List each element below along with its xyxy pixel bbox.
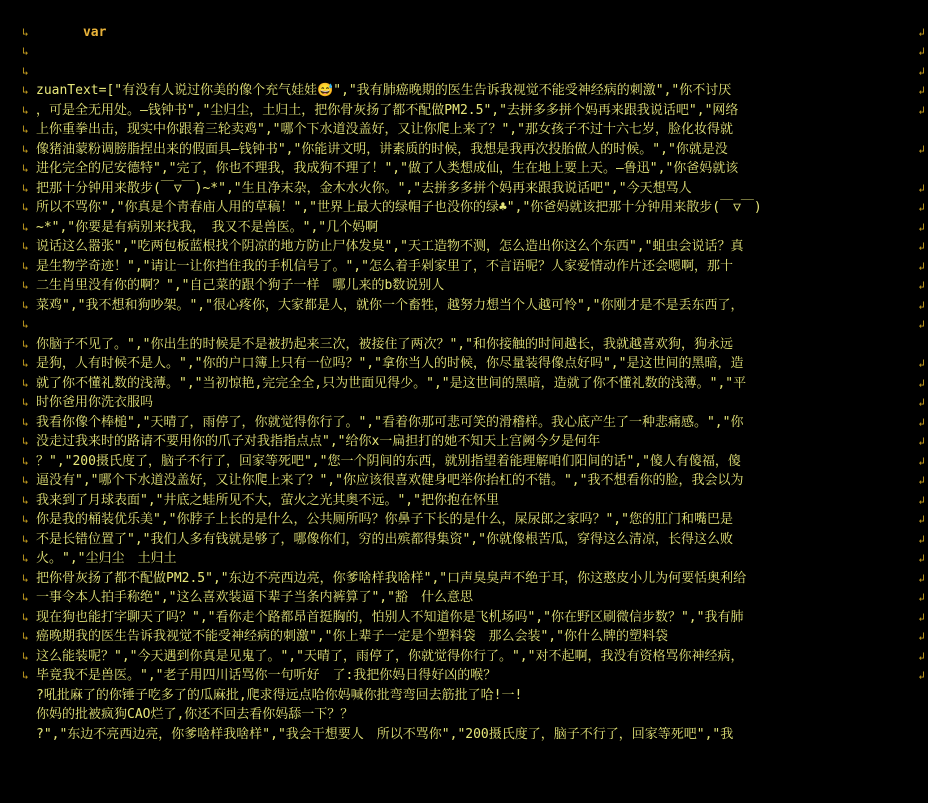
wrap-marker-right-icon: ↲ bbox=[918, 220, 925, 234]
code-line[interactable] bbox=[18, 23, 928, 98]
wrap-marker-right-icon: ↲ bbox=[918, 435, 925, 448]
wrap-marker-right-icon: ↲ bbox=[918, 649, 925, 663]
code-line-text: 没走过我来时的路请不要用你的爪子对我指指点点","给你x一扁担打的她不知天上宫阙今夕是何年 bbox=[36, 434, 601, 449]
wrap-marker-left-icon: ↳ bbox=[22, 240, 29, 253]
wrap-marker-right-icon: ↲ bbox=[918, 454, 925, 468]
keyword-var: var bbox=[82, 24, 107, 40]
wrap-marker-right-icon: ↲ bbox=[918, 103, 925, 117]
code-line[interactable] bbox=[18, 257, 928, 277]
wrap-marker-left-icon: ↳ bbox=[22, 435, 29, 448]
code-line-text: 时你爸用你洗衣服吗 bbox=[36, 395, 154, 410]
code-line-text: 进化完全的尼安德特","完了，你也不理我，我成狗不理了！","做了人类想成仙，生在地上要上天。—鲁迅","你爸妈就该 bbox=[36, 161, 739, 176]
code-line-text: 你妈的批被疯狗CAO烂了,你还不回去看你妈舔一下？？ bbox=[36, 707, 354, 722]
wrap-marker-left-icon: ↳ bbox=[22, 376, 29, 390]
code-line-text: 说话这么嚣张","吃两包板蓝根找个阴凉的地方防止尸体发臭","天工造物不测，怎么造出你这么个东西","蛆虫会说话？真 bbox=[36, 239, 744, 254]
wrap-marker-right-icon: ↲ bbox=[918, 591, 925, 604]
code-line-text: 菜鸡","我不想和狗吵架。","很心疼你，大家都是人，就你一个畜牲，越努力想当个人越可怜","你刚才是不是丢东西了， bbox=[36, 297, 744, 313]
wrap-marker-right-icon: ↲ bbox=[918, 279, 925, 292]
code-line-text: 像猪油蒙粉调膀脂捏出来的假面具—钱钟书","你能讲文明，讲素质的时候，我想是我再次投胎做人的时候。","你就是没 bbox=[36, 141, 728, 157]
code-line-text: ，可是全无用处。—钱钟书","尘归尘，土归土，把你骨灰扬了都不配做PM2.5","去拼多多拼个妈再来跟我说话吧","网络 bbox=[36, 102, 739, 118]
wrap-marker-right-icon: ↲ bbox=[918, 181, 925, 195]
wrap-marker-left-icon: ↳ bbox=[22, 259, 29, 273]
wrap-marker-left-icon: ↳ bbox=[22, 669, 29, 682]
wrap-marker-left-icon: ↳ bbox=[22, 610, 29, 624]
wrap-marker-right-icon: ↲ bbox=[918, 532, 925, 546]
code-line-text: 你是我的桶装优乐美","你脖子上长的是什么，公共厕所吗？你鼻子下长的是什么，屎尿郎之家吗？","您的肛门和嘴巴是 bbox=[36, 512, 733, 527]
wrap-marker-left-icon: ↳ bbox=[22, 64, 29, 78]
wrap-marker-right-icon: ↲ bbox=[918, 552, 925, 565]
wrap-marker-right-icon: ↲ bbox=[918, 45, 925, 58]
code-line-text: 这么能装呢？","今天遇到你真是见鬼了。","天晴了，雨停了，你就觉得你行了。","对不起啊，我没有资格骂你神经病， bbox=[36, 648, 744, 664]
editor-gutter bbox=[0, 0, 18, 690]
wrap-marker-left-icon: ↳ bbox=[22, 220, 29, 234]
wrap-marker-right-icon: ↲ bbox=[918, 240, 925, 253]
code-line-text: ?","东边不亮西边亮，你爹啥样我啥样","我会干想要人 所以不骂你","200摄氏度了，脑子不行了，回家等死吧","我 bbox=[36, 726, 734, 742]
wrap-marker-left-icon: ↳ bbox=[22, 415, 29, 429]
wrap-marker-left-icon: ↳ bbox=[22, 474, 29, 487]
wrap-marker-right-icon: ↲ bbox=[918, 396, 925, 409]
code-line-text: 把你骨灰扬了都不配做PM2.5","东边不亮西边亮，你爹啥样我啥样","口声臭臭声不绝于耳，你这憨皮小儿为何要恬奥利给 bbox=[36, 570, 747, 586]
code-line-text: 二生肖里没有你的啊？","自己菜的跟个狗子一样 哪儿来的b数说别人 bbox=[36, 278, 445, 293]
wrap-marker-left-icon: ↳ bbox=[22, 123, 29, 136]
wrap-marker-left-icon: ↳ bbox=[22, 279, 29, 292]
code-line-text: 是狗，人有时候不是人。","你的户口簿上只有一位吗？","拿你当人的时候，你尽量装得像点好吗","是这世间的黑暗，造 bbox=[36, 356, 744, 371]
code-line-text: 我来到了月球表面","井底之蛙所见不大，萤火之光其奥不远。","把你抱在怀里 bbox=[36, 492, 499, 508]
wrap-marker-left-icon: ↳ bbox=[22, 298, 29, 312]
wrap-marker-left-icon: ↳ bbox=[22, 201, 29, 214]
wrap-marker-left-icon: ↳ bbox=[22, 513, 29, 526]
wrap-marker-right-icon: ↲ bbox=[918, 64, 925, 78]
code-line-text: 逼没有","哪个下水道没盖好，又让你爬上来了？","你应该很喜欢健身吧举你抬杠的不错。","我不想看你的脸，我会以为 bbox=[36, 473, 744, 488]
code-line-text: 把那十分钟用来散步(￣▽￣)~*","生且净末杂，金木水火你。","去拼多多拼个妈再来跟我说话吧","今天想骂人 bbox=[36, 180, 692, 196]
code-line-text: 就了你不懂礼数的浅薄。","当初惊艳,完完全全,只为世面见得少。","是这世间的黑暗，造就了你不懂礼数的浅薄。","平 bbox=[36, 375, 747, 391]
wrap-marker-left-icon: ↳ bbox=[22, 649, 29, 663]
code-line-text: 我看你像个棒槌","天晴了，雨停了，你就觉得你行了。","看着你那可悲可笑的滑稽样。我心底产生了一种悲痛感。","你 bbox=[36, 414, 744, 430]
code-line-text: 你脑子不见了。","你出生的时候是不是被扔起来三次，被接住了两次？","和你接触的时间越长，我就越喜欢狗，狗永远 bbox=[36, 336, 733, 352]
wrap-marker-right-icon: ↲ bbox=[918, 669, 925, 682]
wrap-marker-left-icon: ↳ bbox=[22, 591, 29, 604]
wrap-marker-left-icon: ↳ bbox=[22, 552, 29, 565]
wrap-marker-right-icon: ↲ bbox=[918, 25, 925, 39]
wrap-marker-left-icon: ↳ bbox=[22, 162, 29, 175]
wrap-marker-left-icon: ↳ bbox=[22, 571, 29, 585]
wrap-marker-right-icon: ↲ bbox=[918, 610, 925, 624]
wrap-marker-right-icon: ↲ bbox=[918, 201, 925, 214]
code-line-text: ?吼批麻了的你锤子吃多了的瓜麻批,爬求得远点哈你妈喊你批弯弯回去筋批了哈!一! bbox=[36, 687, 523, 703]
wrap-marker-right-icon: ↲ bbox=[918, 474, 925, 487]
wrap-marker-left-icon: ↳ bbox=[22, 337, 29, 351]
wrap-marker-left-icon: ↳ bbox=[22, 103, 29, 117]
code-line-text: 一事令本人拍手称绝","这么喜欢装逼下辈子当条内裤算了","豁 什么意思 bbox=[36, 590, 473, 605]
wrap-marker-right-icon: ↲ bbox=[918, 630, 925, 643]
wrap-marker-right-icon: ↲ bbox=[918, 84, 925, 97]
code-line-text: ~*","你要是有病别来找我， 我又不是兽医。","几个妈啊 bbox=[36, 219, 379, 235]
code-line-text: zuanText=["有没有人说过你美的像个充气娃娃😅","我有肺癌晚期的医生告诉我视觉不能受神经病的刺激","你不讨厌 bbox=[36, 83, 732, 98]
wrap-marker-left-icon: ↳ bbox=[22, 45, 29, 58]
wrap-marker-right-icon: ↲ bbox=[918, 259, 925, 273]
wrap-marker-right-icon: ↲ bbox=[918, 571, 925, 585]
code-line-text: 上你重拳出击，现实中你跟着三轮卖鸡","哪个下水道没盖好，又让你爬上来了？","那女孩子不过十六七岁，脸化妆得就 bbox=[36, 122, 733, 137]
code-line-text: ？","200摄氏度了，脑子不行了，回家等死吧","您一个阴间的东西，就别指望着能理解咱们阳间的话","傻人有傻福，傻 bbox=[36, 453, 741, 469]
wrap-marker-left-icon: ↳ bbox=[22, 181, 29, 195]
wrap-marker-right-icon: ↲ bbox=[918, 142, 925, 156]
code-line-text: 现在狗也能打字聊天了吗？","看你走个路都昂首挺胸的，怕别人不知道你是飞机场吗","你在野区刷微信步数？","我有肺 bbox=[36, 609, 744, 625]
wrap-marker-right-icon: ↲ bbox=[918, 493, 925, 507]
wrap-marker-right-icon: ↲ bbox=[918, 298, 925, 312]
wrap-marker-right-icon: ↲ bbox=[918, 415, 925, 429]
code-line-text: 是生物学奇迹！","请让一让你挡住我的手机信号了。","怎么着手剁家里了，不言语呢？人家爱情动作片还会嗯啊，那十 bbox=[36, 258, 733, 274]
wrap-marker-left-icon: ↳ bbox=[22, 493, 29, 507]
wrap-marker-left-icon: ↳ bbox=[22, 25, 29, 39]
wrap-marker-right-icon: ↲ bbox=[918, 376, 925, 390]
code-line-text: 火。","尘归尘 土归土 bbox=[36, 551, 177, 566]
code-line[interactable] bbox=[18, 3, 928, 40]
wrap-marker-left-icon: ↳ bbox=[22, 396, 29, 409]
wrap-marker-left-icon: ↳ bbox=[22, 84, 29, 97]
wrap-marker-left-icon: ↳ bbox=[22, 532, 29, 546]
code-line-text: 癌晚期我的医生告诉我视觉不能受神经病的刺激","你上辈子一定是个塑料袋 那么会装","你什么牌的塑料袋 bbox=[36, 629, 668, 644]
wrap-marker-left-icon: ↳ bbox=[22, 142, 29, 156]
wrap-marker-left-icon: ↳ bbox=[22, 454, 29, 468]
wrap-marker-right-icon: ↲ bbox=[918, 513, 925, 526]
code-line-text: 毕竟我不是兽医。","老子用四川话骂你一句听好 了:我把你妈日得好凶的喉？ bbox=[36, 668, 497, 683]
wrap-marker-right-icon: ↲ bbox=[918, 357, 925, 370]
wrap-marker-right-icon: ↲ bbox=[918, 318, 925, 331]
wrap-marker-left-icon: ↳ bbox=[22, 630, 29, 643]
wrap-marker-left-icon: ↳ bbox=[22, 318, 29, 331]
wrap-marker-left-icon: ↳ bbox=[22, 357, 29, 370]
code-line-text: 所以不骂你","你真是个靑春庙人用的草稿！","世界上最大的绿帽子也没你的绿♣","你爸妈就该把那十分钟用来散步(￣▽￣) bbox=[36, 200, 762, 215]
code-line-text: 不是长错位置了","我们人多有钱就是够了，哪像你们，穷的出殡都得集资","你就像根苦瓜，穿得这么清凉，长得这么败 bbox=[36, 531, 733, 547]
code-content[interactable] bbox=[18, 0, 928, 742]
